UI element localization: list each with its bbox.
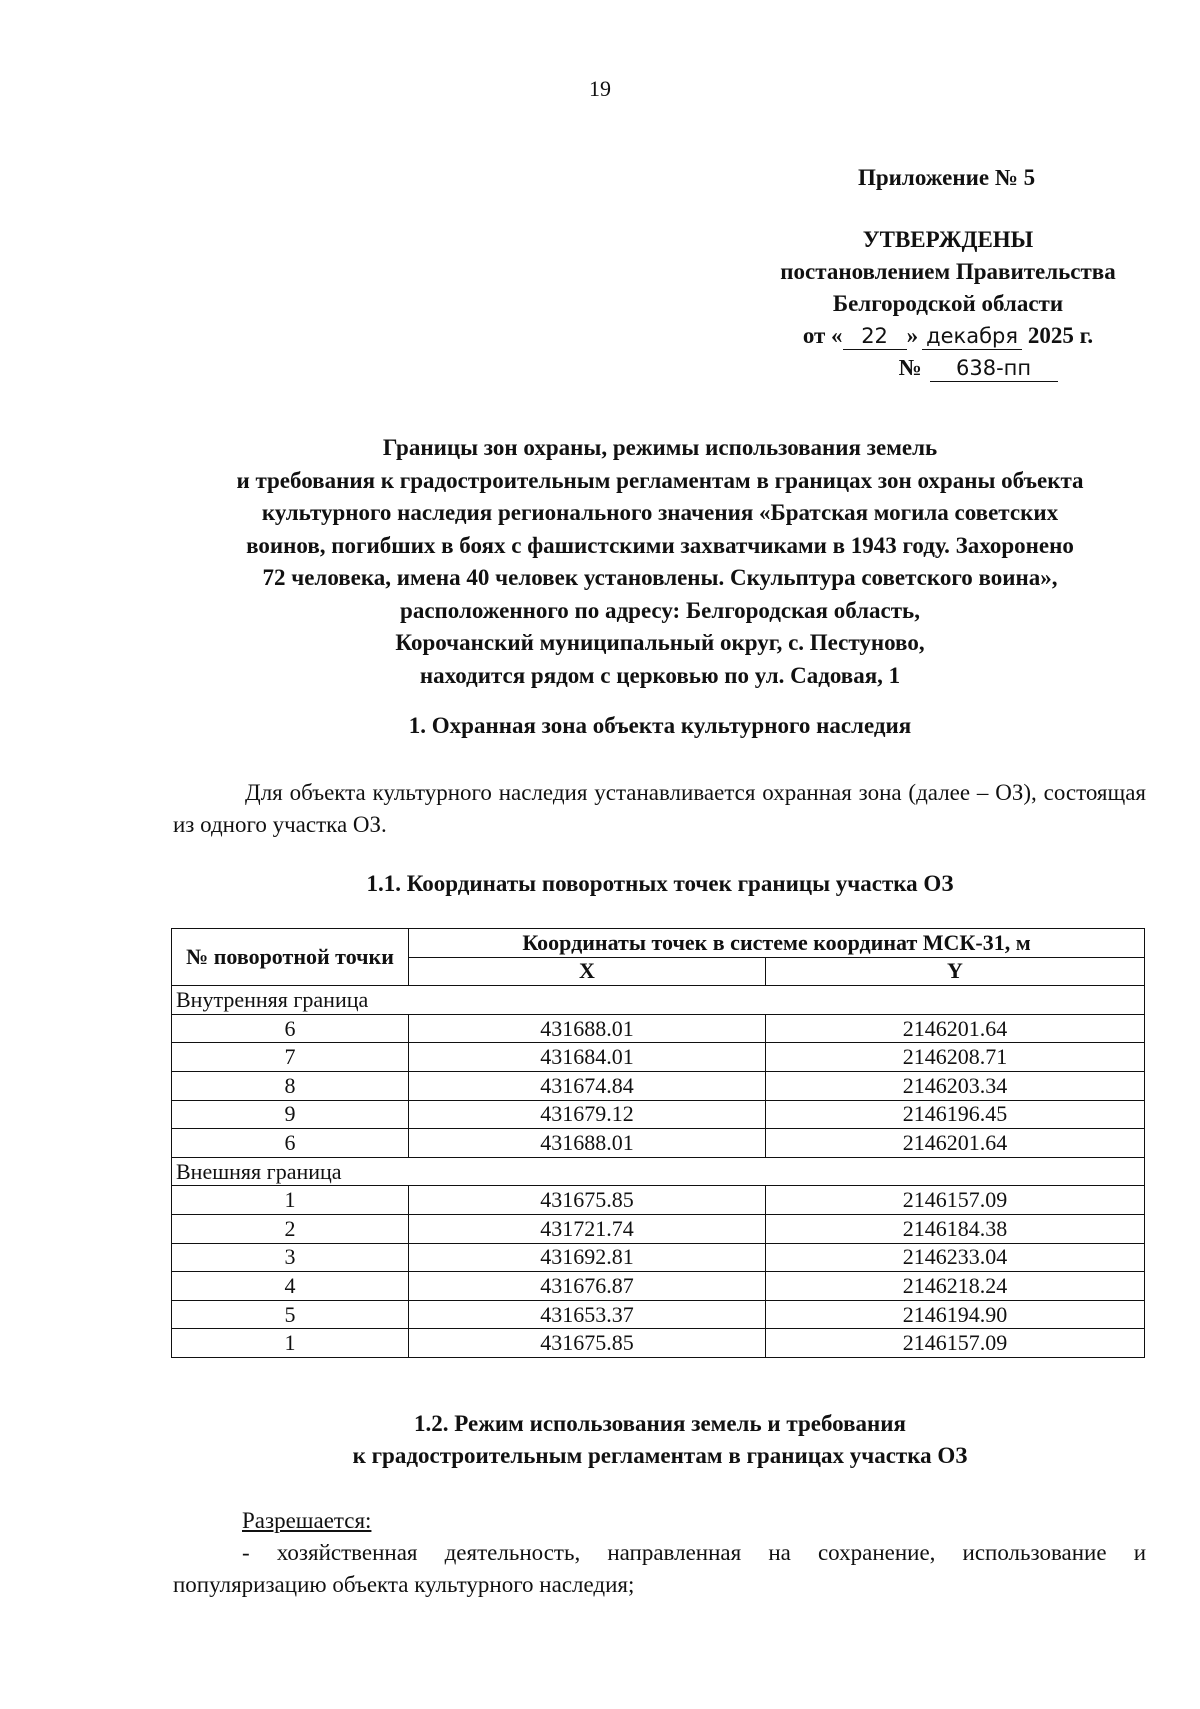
coord-x: 431653.37 [409,1300,766,1329]
coord-x: 431675.85 [409,1329,766,1358]
point-number: 9 [172,1100,409,1129]
table-row [172,1300,1145,1329]
date-month: декабря [922,323,1022,350]
table-row [172,1100,1145,1129]
coord-y: 2146184.38 [766,1214,1145,1243]
section-1-2-heading-line-2: к градостроительным регламентам в границах участка ОЗ [352,1443,968,1468]
coord-x: 431721.74 [409,1214,766,1243]
table-row [172,1043,1145,1072]
coord-x: 431674.84 [409,1071,766,1100]
point-number: 4 [172,1272,409,1301]
coord-y: 2146233.04 [766,1243,1145,1272]
header-y: Y [766,957,1145,986]
title-line: и требования к градостроительным регламентам в границах зон охраны объекта [236,467,1084,493]
title-line: находится рядом с церковью по ул. Садовая, 1 [419,662,901,688]
coord-y: 2146201.64 [766,1014,1145,1043]
table-row [172,1071,1145,1100]
page-number: 19 [589,76,611,101]
table-row [172,1129,1145,1158]
table-row [172,1214,1145,1243]
section-1-2-heading-line-1: 1.2. Режим использования земель и требования [414,1411,906,1436]
section-1-paragraph: Для объекта культурного наследия устанавливается охранная зона (далее – ОЗ), состоящая из одного участка ОЗ. [173,780,1146,837]
coord-x: 431676.87 [409,1272,766,1301]
point-number: 7 [172,1043,409,1072]
coord-x: 431688.01 [409,1014,766,1043]
approval-line-2: Белгородской области [832,291,1064,316]
coord-x: 431688.01 [409,1129,766,1158]
allowed-label: Разрешается: [242,1508,372,1533]
approval-number [748,352,1148,384]
header-x: X [409,957,766,986]
point-number: 6 [172,1129,409,1158]
table-row [172,1329,1145,1358]
allowed-item-1: - хозяйственная деятельность, направленная на сохранение, использование и популяризацию объекта культурного наследия; [173,1540,1146,1597]
approval-line-1: постановлением Правительства [780,259,1116,284]
table-row [172,1272,1145,1301]
coordinates-table [171,928,1145,1358]
point-number: 1 [172,1186,409,1215]
date-year: 2025 г. [1027,323,1094,348]
header-point-number: № поворотной точки [172,929,409,986]
point-number: 8 [172,1071,409,1100]
number-prefix: № [898,355,922,380]
point-number: 2 [172,1214,409,1243]
title-line: Границы зон охраны, режимы использования земель [382,435,938,460]
date-day: 22 [843,323,907,350]
outer-boundary-label: Внешняя граница [172,1157,1145,1186]
coord-y: 2146201.64 [766,1129,1145,1158]
point-number: 3 [172,1243,409,1272]
section-1-heading: 1. Охранная зона объекта культурного наследия [408,713,912,738]
coord-y: 2146157.09 [766,1186,1145,1215]
table-row [172,1186,1145,1215]
coord-x: 431684.01 [409,1043,766,1072]
approval-heading: УТВЕРЖДЕНЫ [862,227,1034,252]
coord-x: 431692.81 [409,1243,766,1272]
table-row [172,1014,1145,1043]
approval-block [748,224,1148,384]
title-line: воинов, погибших в боях с фашистскими захватчиками в 1943 году. Захоронено [246,532,1074,558]
title-line: Корочанский муниципальный округ, с. Пестуново, [395,630,925,655]
coord-y: 2146218.24 [766,1272,1145,1301]
title-line: расположенного по адресу: Белгородская область, [400,597,920,623]
header-coordinates: Координаты точек в системе координат МСК-31, м [409,929,1145,958]
title-line: 72 человека, имена 40 человек установлены. Скульптура советского воина», [262,565,1058,590]
number-value: 638-пп [930,355,1058,382]
coord-y: 2146203.34 [766,1071,1145,1100]
appendix-label: Приложение № 5 [858,165,1036,190]
point-number: 5 [172,1300,409,1329]
inner-boundary-label: Внутренняя граница [172,986,1145,1015]
point-number: 1 [172,1329,409,1358]
coord-y: 2146196.45 [766,1100,1145,1129]
date-mid: » [906,323,919,348]
section-1-2-heading [160,1408,1160,1472]
coord-y: 2146194.90 [766,1300,1145,1329]
point-number: 6 [172,1014,409,1043]
coord-y: 2146208.71 [766,1043,1145,1072]
table-row [172,1243,1145,1272]
coord-y: 2146157.09 [766,1329,1145,1358]
approval-date [748,320,1148,352]
document-title [160,432,1160,692]
date-prefix: от « [802,323,843,348]
coord-x: 431679.12 [409,1100,766,1129]
section-1-1-heading: 1.1. Координаты поворотных точек границы участка ОЗ [366,871,954,896]
allowed-label-line [173,1505,1146,1537]
title-line: культурного наследия регионального значения «Братская могила советских [261,500,1059,525]
coord-x: 431675.85 [409,1186,766,1215]
